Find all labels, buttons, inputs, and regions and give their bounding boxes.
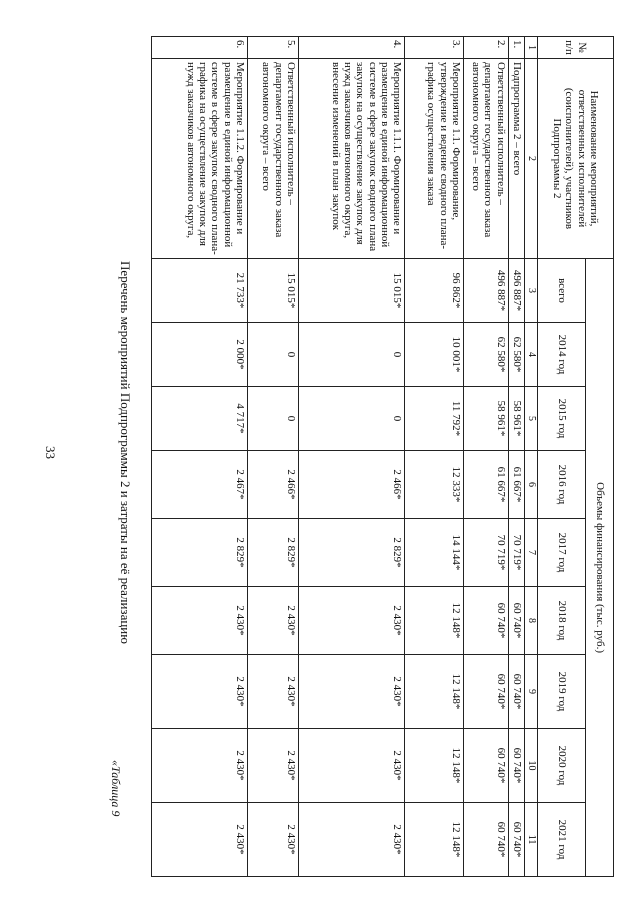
- row-name: Ответственный исполнитель – департамент государственного заказа автономного округа – всего: [463, 59, 508, 259]
- row-name: Подпрограмма 2 – всего: [508, 59, 524, 259]
- row-number: 2.: [463, 37, 508, 59]
- value-2020: 2 430*: [152, 729, 248, 803]
- value-2018: 12 148*: [405, 587, 464, 655]
- value-2017: 70 719*: [463, 519, 508, 587]
- table-row: [463, 37, 508, 877]
- table-row: [508, 37, 524, 877]
- table-row: [152, 37, 248, 877]
- value-2017: 14 144*: [405, 519, 464, 587]
- table-row: [298, 37, 404, 877]
- row-number: 6.: [152, 37, 248, 59]
- header-year-2016: 2016 год: [538, 451, 586, 519]
- value-2014: 62 580*: [508, 323, 524, 387]
- row-number: 5.: [247, 37, 298, 59]
- value-2018: 2 430*: [247, 587, 298, 655]
- column-number-row: [525, 37, 538, 877]
- value-2016: 2 467*: [152, 451, 248, 519]
- value-2015: 11 792*: [405, 387, 464, 451]
- value-2015: 58 961*: [463, 387, 508, 451]
- value-2016: 2 466*: [247, 451, 298, 519]
- table-caption: Перечень мероприятий Подпрограммы 2 и затраты на её реализацию: [118, 261, 133, 644]
- column-number: 2: [525, 59, 538, 259]
- value-2018: 60 740*: [508, 587, 524, 655]
- value-2015: 0: [247, 387, 298, 451]
- value-2019: 60 740*: [508, 655, 524, 729]
- header-name: Наименование мероприятий, ответственных исполнителей (соисполнителей), участников Подпрограммы 2: [538, 59, 614, 259]
- value-total: 21 733*: [152, 259, 248, 323]
- header-year-2017: 2017 год: [538, 519, 586, 587]
- value-2014: 0: [247, 323, 298, 387]
- value-2016: 61 667*: [463, 451, 508, 519]
- value-total: 496 887*: [463, 259, 508, 323]
- value-2020: 60 740*: [508, 729, 524, 803]
- value-2015: 58 961*: [508, 387, 524, 451]
- column-number: 6: [525, 451, 538, 519]
- value-2021: 2 430*: [152, 803, 248, 877]
- column-number: 3: [525, 259, 538, 323]
- column-number: 11: [525, 803, 538, 877]
- column-number: 4: [525, 323, 538, 387]
- row-number: 3.: [405, 37, 464, 59]
- header-year-2015: 2015 год: [538, 387, 586, 451]
- column-number: 5: [525, 387, 538, 451]
- value-2021: 2 430*: [298, 803, 404, 877]
- value-2019: 12 148*: [405, 655, 464, 729]
- value-2021: 60 740*: [463, 803, 508, 877]
- header-year-2020: 2020 год: [538, 729, 586, 803]
- value-total: 15 015*: [298, 259, 404, 323]
- funding-table: [151, 36, 614, 877]
- header-year-2018: 2018 год: [538, 587, 586, 655]
- value-2017: 2 829*: [247, 519, 298, 587]
- header-year-total: всего: [538, 259, 586, 323]
- page-number: 33: [43, 446, 58, 459]
- value-2019: 2 430*: [152, 655, 248, 729]
- value-2016: 61 667*: [508, 451, 524, 519]
- table-label: «Таблица 9: [109, 760, 123, 817]
- value-2021: 60 740*: [508, 803, 524, 877]
- value-2016: 2 466*: [298, 451, 404, 519]
- table-row: [247, 37, 298, 877]
- value-2016: 12 333*: [405, 451, 464, 519]
- value-2017: 2 829*: [152, 519, 248, 587]
- value-2020: 2 430*: [247, 729, 298, 803]
- value-total: 96 862*: [405, 259, 464, 323]
- row-number: 1.: [508, 37, 524, 59]
- header-year-2014: 2014 год: [538, 323, 586, 387]
- row-name: Мероприятие 1.1.1. Формирование и размещение в единой информационной системе в сфере закупок сводного плана закупок на осуществление закупок для нужд заказчиков автономного округа, внесение изменений в план закупок: [298, 59, 404, 259]
- value-2014: 62 580*: [463, 323, 508, 387]
- row-name: Ответственный исполнитель – департамент государственного заказа автономного округа – всего: [247, 59, 298, 259]
- value-2020: 2 430*: [298, 729, 404, 803]
- value-2019: 60 740*: [463, 655, 508, 729]
- column-number: 1: [525, 37, 538, 59]
- column-number: 10: [525, 729, 538, 803]
- value-2015: 0: [298, 387, 404, 451]
- value-2019: 2 430*: [247, 655, 298, 729]
- value-2021: 12 148*: [405, 803, 464, 877]
- value-2017: 70 719*: [508, 519, 524, 587]
- value-2018: 2 430*: [152, 587, 248, 655]
- column-number: 9: [525, 655, 538, 729]
- value-2021: 2 430*: [247, 803, 298, 877]
- value-2020: 12 148*: [405, 729, 464, 803]
- header-year-2021: 2021 год: [538, 803, 586, 877]
- value-2018: 2 430*: [298, 587, 404, 655]
- value-2014: 2 000*: [152, 323, 248, 387]
- value-2018: 60 740*: [463, 587, 508, 655]
- table-row: [405, 37, 464, 877]
- value-2014: 10 001*: [405, 323, 464, 387]
- value-total: 496 887*: [508, 259, 524, 323]
- column-number: 7: [525, 519, 538, 587]
- column-number: 8: [525, 587, 538, 655]
- row-name: Мероприятие 1.1. Формирование, утверждение и ведение сводного плана-графика осуществления заказа: [405, 59, 464, 259]
- value-2015: 4 717*: [152, 387, 248, 451]
- value-2017: 2 829*: [298, 519, 404, 587]
- row-name: Мероприятие 1.1.2. Формирование и размещение в единой информационной системе в сфере закупок сводного плана-графика на осуществление закупок для нужд заказчиков автономного округа,: [152, 59, 248, 259]
- value-2020: 60 740*: [463, 729, 508, 803]
- header-funding: Объемы финансирования (тыс. руб.): [586, 259, 614, 877]
- header-number: № п/п: [538, 37, 614, 59]
- row-number: 4.: [298, 37, 404, 59]
- value-total: 15 015*: [247, 259, 298, 323]
- value-2014: 0: [298, 323, 404, 387]
- value-2019: 2 430*: [298, 655, 404, 729]
- header-year-2019: 2019 год: [538, 655, 586, 729]
